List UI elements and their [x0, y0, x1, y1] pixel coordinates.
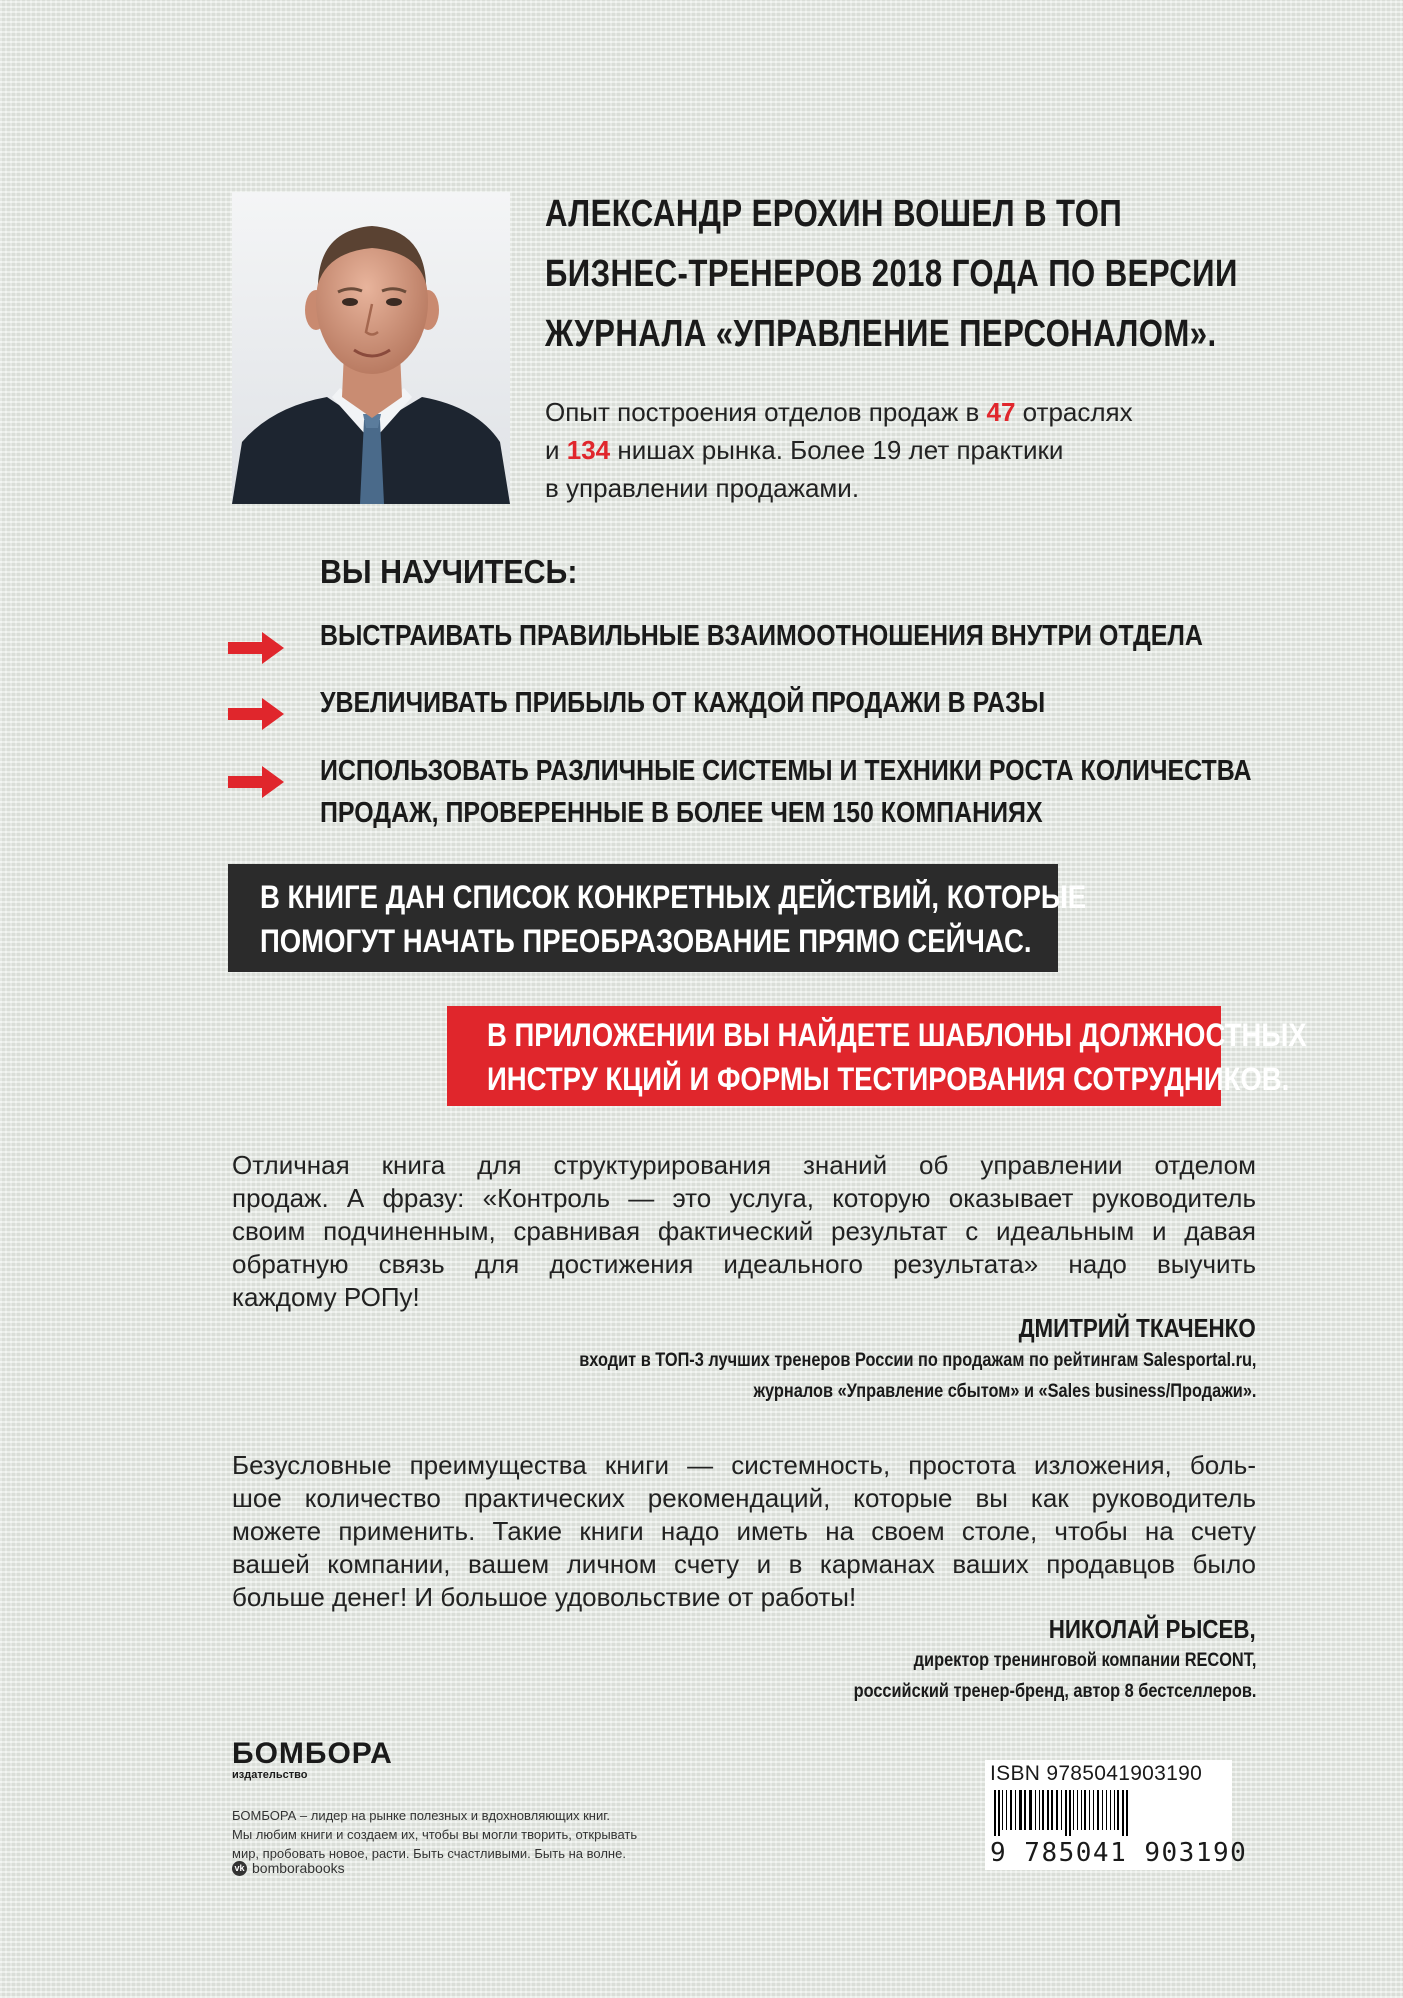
publisher-subtitle: издательство: [232, 1769, 308, 1781]
barcode-bar: [1056, 1790, 1058, 1830]
review-line: обратную связь для достижения идеального результата» надо выучить: [232, 1249, 1256, 1279]
barcode-bar: [1010, 1790, 1012, 1830]
vk-icon: vk: [232, 1861, 247, 1876]
red-callout-text: [487, 1013, 1307, 1101]
barcode-bar: [998, 1790, 1000, 1836]
learn-item-line: ИСПОЛЬЗОВАТЬ РАЗЛИЧНЫЕ СИСТЕМЫ И ТЕХНИКИ РОСТА КОЛИЧЕСТВА: [320, 755, 1252, 787]
reviewer-role: [853, 1645, 1256, 1707]
author-headline-line: АЛЕКСАНДР ЕРОХИН ВОШЕЛ В ТОП: [545, 193, 1123, 235]
review-line: Отличная книга для структурирования знаний об управлении отделом: [232, 1150, 1256, 1180]
barcode-bar: [1093, 1790, 1094, 1830]
publisher-description-line: Мы любим книги и создаем их, чтобы вы могли творить, открывать: [232, 1827, 638, 1842]
barcode-bar: [1106, 1790, 1107, 1830]
barcode-bar: [1110, 1790, 1111, 1830]
review-line: вашей компании, вашем личном счету и в карманах ваших продавцов было: [232, 1549, 1256, 1579]
author-headline-line: ЖУРНАЛА «УПРАВЛЕНИЕ ПЕРСОНАЛОМ».: [545, 313, 1217, 355]
publisher-description: [232, 1806, 637, 1863]
barcode-bar: [1029, 1790, 1032, 1830]
reviewer-role-line: директор тренинговой компании RECONT,: [913, 1650, 1256, 1671]
barcode-bar: [1035, 1790, 1036, 1830]
publisher-description-line: БОМБОРА – лидер на рынке полезных и вдохновляющих книг.: [232, 1808, 610, 1823]
bio-text: нишах рынка. Более 19 лет практики: [610, 435, 1064, 465]
red-callout-line: В ПРИЛОЖЕНИИ ВЫ НАЙДЕТЕ ШАБЛОНЫ ДОЛЖНОСТНЫХ: [487, 1017, 1307, 1053]
author-headline-line: БИЗНЕС-ТРЕНЕРОВ 2018 ГОДА ПО ВЕРСИИ: [545, 253, 1238, 295]
review-line: больше денег! И большое удовольствие от работы!: [232, 1582, 857, 1612]
review-line: можете применить. Такие книги надо иметь на своем столе, чтобы на счету: [232, 1516, 1256, 1546]
reviewer-name: НИКОЛАЙ РЫСЕВ,: [1048, 1614, 1256, 1644]
barcode-bar: [1061, 1790, 1062, 1830]
reviewer-name: ДМИТРИЙ ТКАЧЕНКО: [1018, 1313, 1256, 1343]
barcode-bar: [1002, 1790, 1003, 1830]
arrow-right-icon: [228, 762, 288, 802]
barcode-bar: [1042, 1790, 1044, 1830]
review-line: продаж. А фразу: «Контроль — это услуга, которую оказывает руководитель: [232, 1183, 1256, 1213]
publisher-logo: БОМБОРА: [232, 1737, 393, 1770]
barcode-bar: [1117, 1790, 1119, 1830]
barcode-bar: [1084, 1790, 1086, 1830]
barcode-bar: [1006, 1790, 1007, 1830]
bio-text: Опыт построения отделов продаж в: [545, 397, 987, 427]
reviewer-role-line: журналов «Управление сбытом» и «Sales business/Продажи».: [752, 1381, 1256, 1402]
barcode-bar: [1069, 1790, 1071, 1836]
review-quote: [232, 1449, 1256, 1614]
publisher-social-link[interactable]: [232, 1860, 345, 1876]
barcode-bar: [1039, 1790, 1040, 1830]
publisher-description-line: мир, пробовать новое, расти. Быть счастливыми. Быть на волне.: [232, 1846, 626, 1861]
review-line: своим подчиненным, сравнивая фактический результат с идеальным и давая: [232, 1216, 1256, 1246]
barcode-bar: [1089, 1790, 1090, 1830]
review-quote: [232, 1149, 1256, 1314]
isbn-label: ISBN 9785041903190: [990, 1762, 1203, 1785]
barcode-bar: [1102, 1790, 1103, 1830]
barcode-bar: [1065, 1790, 1067, 1836]
reviewer-role-line: российский тренер-бренд, автор 8 бестселлеров.: [853, 1681, 1256, 1702]
learn-item-line: ПРОДАЖ, ПРОВЕРЕННЫЕ В БОЛЕЕ ЧЕМ 150 КОМПАНИЯХ: [320, 797, 1043, 829]
author-headline: [545, 184, 1238, 364]
barcode-bar: [1015, 1790, 1016, 1830]
dark-callout-line: ПОМОГУТ НАЧАТЬ ПРЕОБРАЗОВАНИЕ ПРЯМО СЕЙЧАС.: [260, 923, 1032, 959]
barcode-bar: [1081, 1790, 1082, 1830]
dark-callout-text: [260, 875, 1086, 963]
bio-number-niches: 134: [566, 435, 611, 465]
dark-callout-line: В КНИГЕ ДАН СПИСОК КОНКРЕТНЫХ ДЕЙСТВИЙ, КОТОРЫЕ: [260, 879, 1087, 915]
reviewer-role: [579, 1345, 1256, 1407]
bio-text: и: [545, 435, 567, 465]
review-line: каждому РОПу!: [232, 1282, 420, 1312]
author-photo: [232, 192, 510, 504]
bio-text: в управлении продажами.: [545, 473, 860, 503]
barcode-bar: [1097, 1790, 1099, 1830]
learn-item: ВЫСТРАИВАТЬ ПРАВИЛЬНЫЕ ВЗАИМООТНОШЕНИЯ ВНУТРИ ОТДЕЛА: [320, 620, 1203, 652]
barcode-bar: [1024, 1790, 1026, 1830]
bio-number-industries: 47: [986, 397, 1016, 427]
barcode-bar: [1073, 1790, 1074, 1830]
red-callout-line: ИНСТРУ КЦИЙ И ФОРМЫ ТЕСТИРОВАНИЯ СОТРУДНИКОВ.: [487, 1061, 1290, 1097]
barcode-bar: [1114, 1790, 1115, 1830]
barcode-bar: [1051, 1790, 1053, 1830]
review-line: шое количество практических рекомендаций, которые вы как руководитель: [232, 1483, 1256, 1513]
learn-title: ВЫ НАУЧИТЕСЬ:: [320, 553, 578, 590]
author-bio: [545, 393, 1245, 507]
isbn-digits: 9 785041 903190: [990, 1838, 1248, 1868]
barcode: [992, 1790, 1224, 1836]
arrow-right-icon: [228, 628, 288, 668]
learn-item: [320, 750, 1252, 834]
barcode-bar: [1122, 1790, 1124, 1836]
barcode-bar: [1077, 1790, 1078, 1830]
barcode-bar: [1047, 1790, 1049, 1830]
reviewer-role-line: входит в ТОП-3 лучших тренеров России по продажам по рейтингам Salesportal.ru,: [578, 1350, 1256, 1371]
barcode-bar: [1019, 1790, 1022, 1830]
social-handle: bomborabooks: [252, 1860, 345, 1876]
barcode-bar: [1126, 1790, 1128, 1836]
review-line: Безусловные преимущества книги — системность, простота изложения, боль-: [232, 1450, 1256, 1480]
barcode-bar: [994, 1790, 996, 1836]
learn-item: УВЕЛИЧИВАТЬ ПРИБЫЛЬ ОТ КАЖДОЙ ПРОДАЖИ В РАЗЫ: [320, 687, 1046, 719]
bio-text: отраслях: [1015, 397, 1133, 427]
arrow-right-icon: [228, 694, 288, 734]
